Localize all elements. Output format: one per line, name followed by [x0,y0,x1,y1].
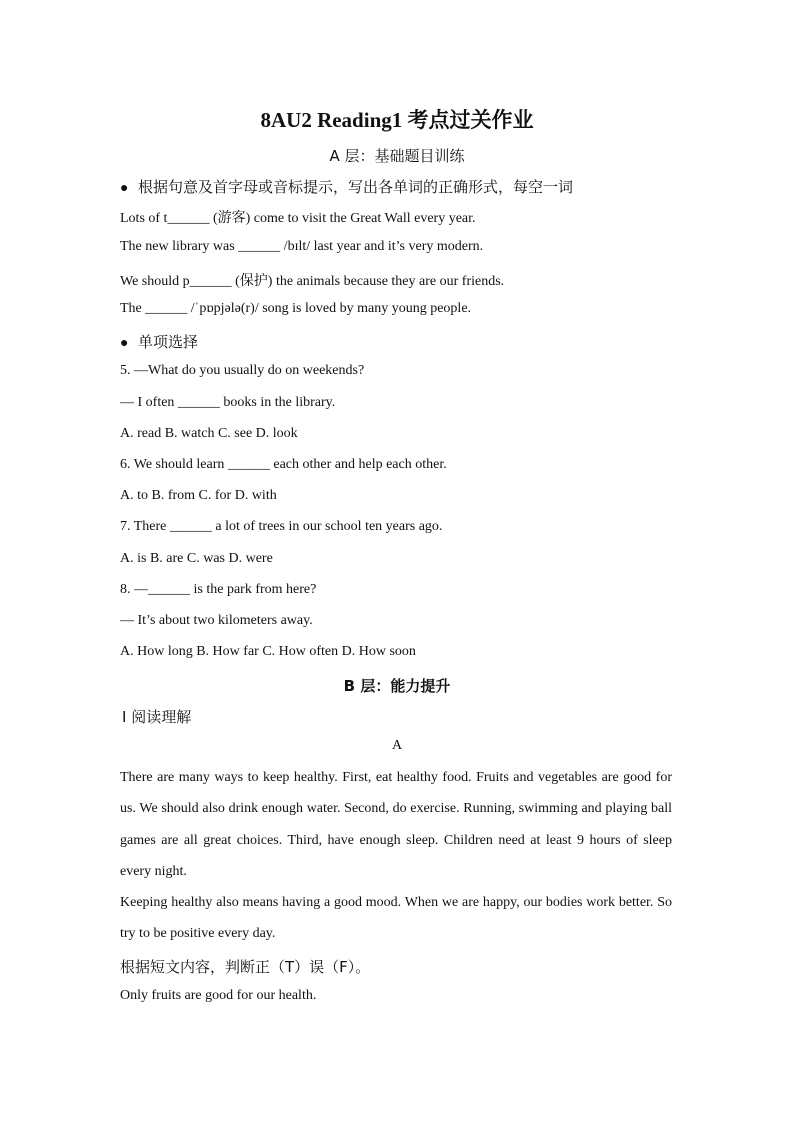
passage-paragraph-1: There are many ways to keep healthy. First, eat healthy food. Fruits and vegetables are good for us. We should also drink enough water. Second, do exercise. Running, swimming and playing ball games are all great choices. Third, have enough sleep. Children need at least 9 hours of sleep every night. [120,770,672,879]
options-line: A. read B. watch C. see D. look [120,426,298,441]
part2-heading-text: 单项选择 [138,333,199,351]
question-line: 6. We should learn ______ each other and help each other. [120,457,447,472]
question-line: 8. —______ is the park from here? [120,582,317,597]
bullet-icon: ● [120,181,129,196]
reading-part-label: I 阅读理解 [122,708,192,726]
page-title: 8AU2 Reading1 考点过关作业 [260,108,534,132]
options-line: A. is B. are C. was D. were [120,551,273,566]
options-line: A. to B. from C. for D. with [120,488,277,503]
question-line: 5. —What do you usually do on weekends? [120,363,365,378]
fill-item: Lots of t______ (游客) come to visit the Great Wall every year. [120,211,476,226]
tf-question: Only fruits are good for our health. [120,988,317,1003]
fill-item: We should p______ (保护) the animals because they are our friends. [120,274,505,289]
fill-item: The ______ /ˈpɒpjələ(r)/ song is loved by many young people. [120,301,472,316]
passage-label: A [391,738,403,753]
passage-paragraph-2: Keeping healthy also means having a good mood. When we are happy, our bodies work better. So try to be positive every day. [120,895,672,942]
question-line: — It’s about two kilometers away. [120,613,313,628]
part1-heading-text: 根据句意及首字母或音标提示，写出各单词的正确形式，每空一词 [138,178,574,196]
section-a-heading: A 层：基础题目训练 [329,147,465,165]
fill-item: The new library was ______ /bɪlt/ last year and it’s very modern. [120,239,484,254]
bullet-icon: ● [120,336,129,351]
section-b-heading: B 层：能力提升 [343,677,451,695]
options-line: A. How long B. How far C. How often D. How soon [120,644,416,659]
question-line: 7. There ______ a lot of trees in our school ten years ago. [120,519,443,534]
part1-heading [120,176,680,197]
part2-heading [120,331,680,352]
question-line: — I often ______ books in the library. [120,395,336,410]
tf-instruction: 根据短文内容，判断正（T）误（F）。 [120,958,371,976]
